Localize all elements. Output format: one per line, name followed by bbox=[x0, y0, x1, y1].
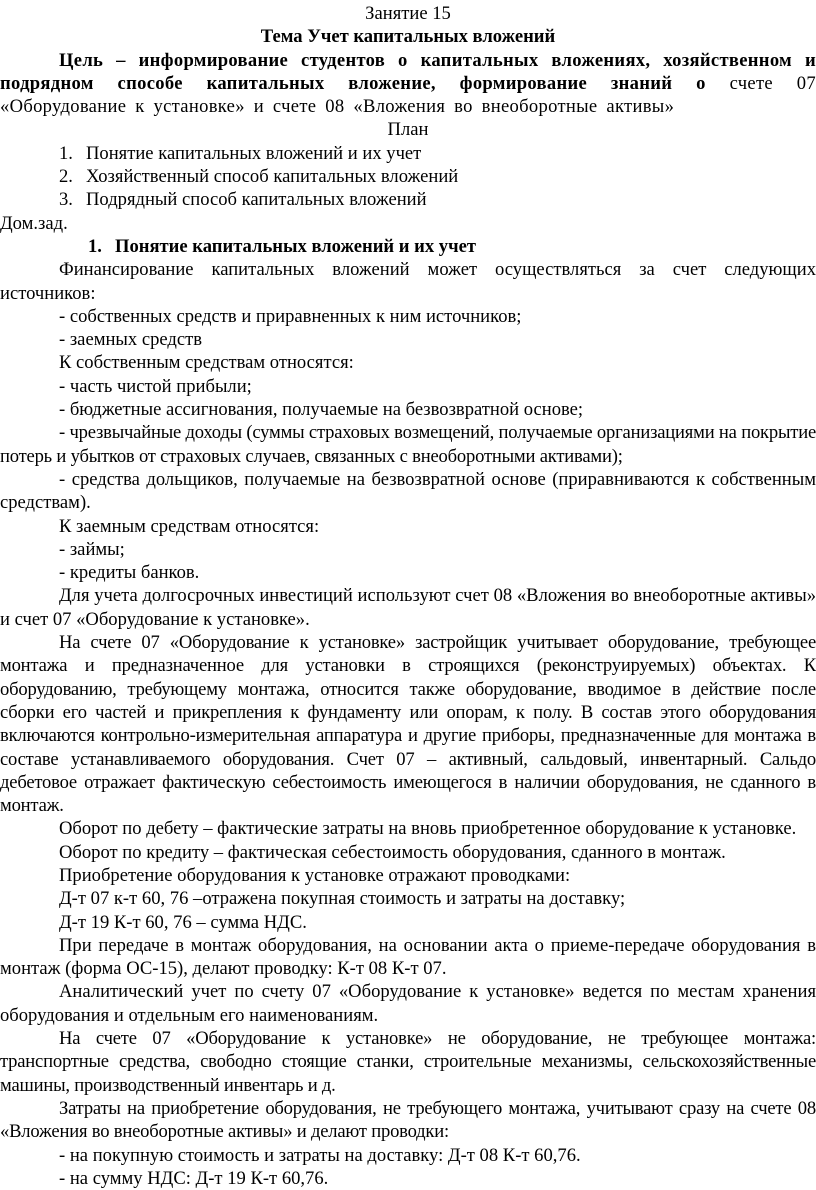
paragraph: При передаче в монтаж оборудования, на основании акта о приеме-передаче оборудования в монтаж (форма ОС-15), делают проводку: К-т 08 К-т 07. bbox=[0, 934, 816, 980]
list-item: - часть чистой прибыли; bbox=[59, 375, 252, 397]
plan-item-text: Понятие капитальных вложений и их учет bbox=[86, 142, 422, 164]
section-number: 1. bbox=[88, 235, 102, 257]
list-item: - средства дольщиков, получаемые на безвозвратной основе (приравниваются к собственным средствам). bbox=[0, 468, 816, 514]
goal-bold-text: информирование студентов о капитальных вложениях, хозяйственном и подрядном способе капитальных вложение, формирование знаний о bbox=[0, 49, 816, 94]
paragraph: К заемным средствам относятся: bbox=[59, 515, 320, 537]
list-item: - заемных средств bbox=[59, 329, 203, 351]
plan-item bbox=[0, 165, 816, 188]
entry-line: Д-т 07 к-т 60, 76 –отражена покупная стоимость и затраты на доставку; bbox=[59, 888, 626, 910]
paragraph: Для учета долгосрочных инвестиций используют счет 08 «Вложения во внеоборотные активы» и счет 07 «Оборудование к установке». bbox=[0, 585, 816, 630]
plan-title: План bbox=[387, 119, 429, 141]
paragraph: Оборот по дебету – фактические затраты на вновь приобретенное оборудование к установке. bbox=[59, 818, 797, 840]
plan-item-text: Хозяйственный способ капитальных вложений bbox=[86, 166, 459, 188]
paragraph: На счете 07 «Оборудование к установке» застройщик учитывает оборудование, требующее монтажа и предназначенное для установки в строящихся (реконструируемых) объектах. К оборудованию, требующему монтажа, относится также оборудование, вводимое в действие после сборки его частей и прикрепления к фундаменту или опорам, к полу. В состав этого оборудования включаются контрольно-измерительная аппаратура и другие приборы, предназначенные для монтажа в составе устанавливаемого оборудования. Счет 07 – активный, сальдовый, инвентарный. Сальдо дебетовое отражает фактическую себестоимость имеющегося в наличии оборудования, не сданного в монтаж. bbox=[0, 632, 816, 817]
list-item: - займы; bbox=[59, 538, 125, 560]
list-item: - чрезвычайные доходы (суммы страховых возмещений, получаемые организациями на покрытие потерь и убытков от страховых случаев, связанных с внеоборотными активами); bbox=[0, 422, 816, 467]
section-title bbox=[0, 235, 816, 258]
plan-item bbox=[0, 142, 816, 165]
goal-label: Цель – bbox=[59, 49, 126, 71]
list-item: - на покупную стоимость и затраты на доставку: Д-т 08 К-т 60,76. bbox=[59, 1144, 581, 1166]
plan-item bbox=[0, 188, 816, 211]
list-item: - на сумму НДС: Д-т 19 К-т 60,76. bbox=[59, 1167, 329, 1189]
paragraph: Приобретение оборудования к установке отражают проводками: bbox=[59, 864, 571, 886]
paragraph: На счете 07 «Оборудование к установке» не оборудование, не требующее монтажа: транспортные средства, свободно стоящие станки, строительные механизмы, сельскохозяйственные машины, производственный инвентарь и д. bbox=[0, 1028, 816, 1096]
plan-item-number: 3. bbox=[59, 189, 73, 211]
lesson-number: Занятие 15 bbox=[365, 3, 451, 24]
paragraph: Затраты на приобретение оборудования, не требующего монтажа, учитывают сразу на счете 08 «Вложения во внеоборотные активы» и делают проводки: bbox=[0, 1097, 816, 1143]
plan-item-text: Подрядный способ капитальных вложений bbox=[86, 189, 427, 211]
list-item: - бюджетные ассигнования, получаемые на безвозвратной основе; bbox=[59, 399, 584, 421]
paragraph: Оборот по кредиту – фактическая себестоимость оборудования, сданного в монтаж. bbox=[59, 841, 726, 863]
paragraph: Аналитический учет по счету 07 «Оборудование к установке» ведется по местам хранения оборудования и отдельным его наименованиям. bbox=[0, 981, 816, 1026]
plan-item-number: 1. bbox=[59, 142, 73, 164]
paragraph: К собственным средствам относятся: bbox=[59, 352, 354, 374]
lesson-topic: Тема Учет капитальных вложений bbox=[260, 26, 556, 48]
list-item: - собственных средств и приравненных к ним источников; bbox=[59, 305, 522, 327]
paragraph: Финансирование капитальных вложений может осуществляться за счет следующих источников: bbox=[0, 259, 816, 304]
list-item: - кредиты банков. bbox=[59, 562, 200, 584]
entry-line: Д-т 19 К-т 60, 76 – сумма НДС. bbox=[59, 911, 307, 933]
lesson-goal bbox=[0, 49, 816, 119]
section-title-text: Понятие капитальных вложений и их учет bbox=[115, 235, 476, 257]
goal-rest-text: счете 07 «Оборудование к установке» и счете 08 «Вложения во внеоборотные активы» bbox=[0, 72, 816, 118]
homework-label: Дом.зад. bbox=[0, 212, 68, 234]
plan-item-number: 2. bbox=[59, 166, 73, 188]
